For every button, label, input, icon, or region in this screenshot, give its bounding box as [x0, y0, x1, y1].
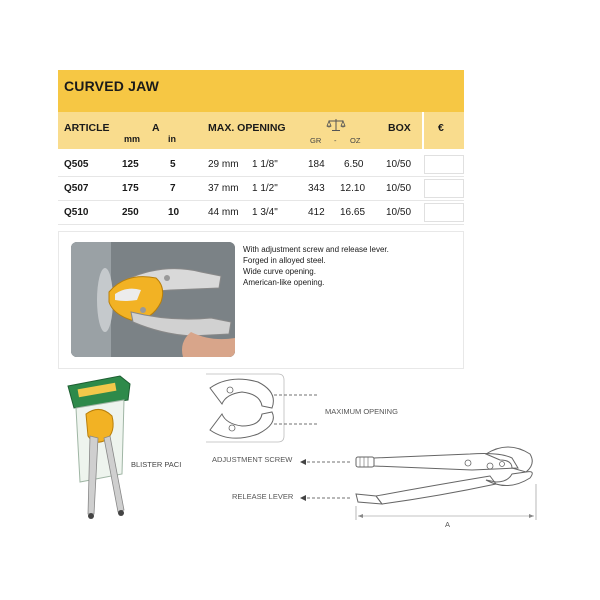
header-article: ARTICLE [64, 122, 110, 134]
price-field [424, 179, 464, 198]
header-a: A [152, 122, 160, 134]
table-header [58, 112, 464, 149]
row-opening-in: 1 1/2" [252, 183, 278, 194]
header-box: BOX [388, 122, 411, 134]
table-row [58, 177, 464, 201]
row-weight-oz: 12.10 [340, 183, 366, 194]
row-a-in: 5 [170, 159, 176, 170]
label-adjustment-screw: ADJUSTMENT SCREW [212, 455, 293, 464]
row-article: Q507 [64, 183, 89, 194]
header-euro: € [438, 122, 444, 134]
row-article: Q505 [64, 159, 89, 170]
product-photo [71, 242, 235, 357]
row-weight-gr: 343 [308, 183, 325, 194]
label-maximum-opening: MAXIMUM OPENING [325, 407, 398, 416]
row-opening-mm: 44 mm [208, 207, 239, 218]
blister-pack-image [64, 374, 134, 529]
label-release-lever: RELEASE LEVER [232, 492, 294, 501]
row-box: 10/50 [386, 159, 412, 170]
price-field [424, 203, 464, 222]
row-weight-oz: 16.65 [340, 207, 366, 218]
row-a-mm: 175 [122, 183, 139, 194]
table-row [58, 153, 464, 177]
row-article: Q510 [64, 207, 89, 218]
row-box: 10/50 [386, 183, 412, 194]
euro-column-header [422, 112, 464, 149]
header-dash: - [334, 136, 337, 145]
feature-list [243, 244, 389, 288]
table-row [58, 201, 464, 225]
feature-panel [58, 231, 464, 369]
row-weight-oz: 6.50 [344, 159, 364, 170]
scale-icon [326, 118, 346, 135]
feature-item: Wide curve opening. [243, 267, 316, 276]
price-field [424, 155, 464, 174]
product-sheet [58, 70, 464, 369]
blister-pack-label: BLISTER PACI [131, 460, 182, 469]
row-a-mm: 250 [122, 207, 139, 218]
row-opening-in: 1 3/4" [252, 207, 278, 218]
section-title: CURVED JAW [58, 70, 464, 112]
row-weight-gr: 184 [308, 159, 325, 170]
row-a-in: 10 [168, 207, 180, 218]
feature-item: With adjustment screw and release lever. [243, 245, 389, 254]
row-opening-mm: 37 mm [208, 183, 239, 194]
header-mm: mm [124, 134, 141, 144]
header-oz: OZ [350, 136, 361, 145]
row-box: 10/50 [386, 207, 412, 218]
header-max-opening: MAX. OPENING [208, 122, 286, 134]
header-gr: GR [310, 136, 322, 145]
feature-item: Forged in alloyed steel. [243, 256, 326, 265]
feature-item: American-like opening. [243, 278, 325, 287]
header-in: in [168, 134, 176, 144]
row-opening-mm: 29 mm [208, 159, 239, 170]
plier-diagram [200, 368, 540, 538]
row-opening-in: 1 1/8" [252, 159, 278, 170]
row-weight-gr: 412 [308, 207, 325, 218]
row-a-mm: 125 [122, 159, 139, 170]
row-a-in: 7 [170, 183, 176, 194]
label-dimension-a: A [445, 520, 451, 529]
